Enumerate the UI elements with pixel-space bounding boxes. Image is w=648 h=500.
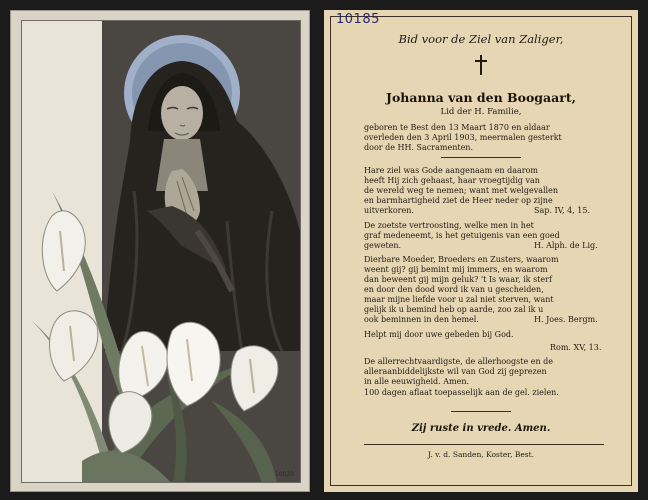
deceased-name: Johanna van den Boogaart, bbox=[386, 90, 576, 105]
text-line: de wereld weg te nemen; want met welgevallen bbox=[364, 186, 558, 195]
text-line: ook beminnen in den hemel. bbox=[364, 315, 479, 324]
card-border bbox=[330, 16, 632, 486]
text-line: Hare ziel was Gode aangenaam en daarom bbox=[364, 166, 539, 175]
text-line: maar mijne liefde voor u zal niet sterven, want bbox=[364, 295, 554, 304]
biography-paragraph bbox=[364, 123, 612, 153]
citation: H. Alph. de Lig. bbox=[534, 241, 598, 250]
text-line: in alle eeuwigheid. Amen. bbox=[364, 377, 470, 386]
text-line: De zoetste vertroosting, welke men in het bbox=[364, 221, 534, 230]
text-line: overleden den 3 April 1903, meermalen gesterkt bbox=[364, 133, 562, 142]
card-heading: Bid voor de Ziel van Zaliger, bbox=[398, 32, 564, 46]
text-line: dan beweent gij mijn geluk? 't Is waar, ik sterf bbox=[364, 275, 552, 284]
text-line: weent gij? gij bemint mij immers, en waarom bbox=[364, 265, 548, 274]
membership-line: Lid der H. Familie, bbox=[440, 107, 522, 117]
print-number: 10020 bbox=[274, 471, 294, 478]
text-line: alleraanbiddelijkste wil van God zij geprezen bbox=[364, 367, 547, 376]
face bbox=[161, 86, 203, 140]
prayer-request: Helpt mij door uwe gebeden bij God. bbox=[364, 330, 514, 339]
closing-prayer bbox=[364, 357, 612, 387]
picture-frame bbox=[21, 20, 301, 483]
citation: H. Joes. Bergm. bbox=[534, 315, 598, 324]
divider bbox=[364, 444, 604, 445]
text-line: De allerrechtvaardigste, de allerhoogste en de bbox=[364, 357, 553, 366]
rest-in-peace-line: Zij ruste in vrede. Amen. bbox=[411, 423, 551, 434]
text-line: heeft Hij zich gehaast, haar vroegtijdig van bbox=[364, 176, 540, 185]
handwritten-inventory-number: 10185 bbox=[336, 12, 380, 27]
prayer-card-picture-side bbox=[10, 10, 310, 492]
text-line: gelijk ik u bemind heb op aarde, zoo zal ik u bbox=[364, 305, 544, 314]
text-line: Dierbare Moeder, Broeders en Zusters, waarom bbox=[364, 255, 559, 264]
text-line: geboren te Best den 13 Maart 1870 en aldaar bbox=[364, 123, 550, 132]
indulgence-note: 100 dagen aflaat toepasselijk aan de gel. zielen. bbox=[364, 388, 559, 397]
madonna-with-lilies-illustration bbox=[22, 21, 301, 483]
divider bbox=[441, 157, 521, 158]
text-line: uitverkoren. bbox=[364, 206, 414, 215]
cross-icon bbox=[474, 54, 488, 76]
text-line: en barmhartigheid ziet de Heer neder op zijne bbox=[364, 196, 553, 205]
divider bbox=[451, 411, 511, 412]
text-line: graf medeneemt, is het getuigenis van een goed bbox=[364, 231, 560, 240]
printer-credit: J. v. d. Sanden, Koster, Best. bbox=[427, 450, 535, 459]
text-line: geweten. bbox=[364, 241, 402, 250]
citation: Sap. IV, 4, 15. bbox=[534, 206, 590, 215]
prayer-card-text-side bbox=[324, 10, 638, 492]
citation: Rom. XV, 13. bbox=[550, 343, 602, 352]
text-line: door de HH. Sacramenten. bbox=[364, 143, 473, 152]
text-line: en door den dood word ik van u gescheiden, bbox=[364, 285, 544, 294]
